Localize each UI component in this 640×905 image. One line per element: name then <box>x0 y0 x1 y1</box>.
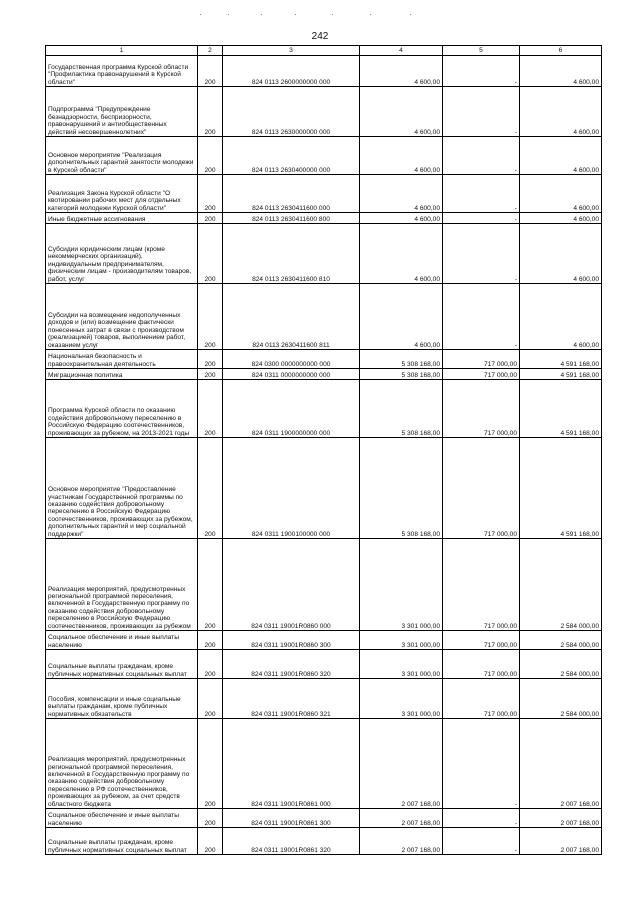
row-value-col6: 2 584 000,00 <box>520 539 602 631</box>
row-value-col4: 5 308 168,00 <box>360 350 443 369</box>
row-value-col5: 717 000,00 <box>443 631 520 650</box>
row-grbs: 200 <box>198 350 223 369</box>
table-row <box>46 631 602 650</box>
page-number: 242 <box>311 31 329 42</box>
row-value-col4: 4 600,00 <box>360 87 443 137</box>
row-name: Социальное обеспечение и иные выплаты населению <box>46 631 198 650</box>
row-value-col6: 4 591 168,00 <box>520 350 602 369</box>
row-code: 824 0113 2630411600 000 <box>223 175 360 213</box>
row-value-col4: 2 007 168,00 <box>360 828 443 855</box>
column-header-2: 2 <box>198 46 223 56</box>
row-value-col6: 2 584 000,00 <box>520 679 602 719</box>
row-value-col5: 717 000,00 <box>443 438 520 539</box>
table-row <box>46 350 602 369</box>
row-value-col4: 4 600,00 <box>360 56 443 87</box>
row-value-col6: 4 591 168,00 <box>520 369 602 380</box>
row-value-col5: - <box>443 137 520 175</box>
budget-table <box>45 45 602 855</box>
row-value-col6: 2 007 168,00 <box>520 719 602 809</box>
row-code: 824 0311 19001R0860 000 <box>223 539 360 631</box>
table-row <box>46 284 602 350</box>
row-value-col5: - <box>443 809 520 828</box>
row-name: Государственная программа Курской области "Профилактика правонарушений в Курской области" <box>46 56 198 87</box>
row-grbs: 200 <box>198 369 223 380</box>
row-value-col5: 717 000,00 <box>443 650 520 679</box>
row-value-col4: 2 007 168,00 <box>360 809 443 828</box>
row-value-col4: 4 600,00 <box>360 175 443 213</box>
table-row <box>46 56 602 87</box>
row-value-col4: 3 301 000,00 <box>360 539 443 631</box>
row-value-col5: - <box>443 719 520 809</box>
row-name: Реализация Закона Курской области "О квотировании рабочих мест для отдельных категорий молодежи Курской области" <box>46 175 198 213</box>
table-row <box>46 828 602 855</box>
row-code: 824 0311 19001R0861 300 <box>223 809 360 828</box>
row-name: Основное мероприятие "Реализация дополнительных гарантий занятости молодежи в Курской области" <box>46 137 198 175</box>
row-grbs: 200 <box>198 87 223 137</box>
row-code: 824 0113 2630411600 811 <box>223 284 360 350</box>
row-grbs: 200 <box>198 380 223 438</box>
row-value-col4: 3 301 000,00 <box>360 679 443 719</box>
row-grbs: 200 <box>198 224 223 284</box>
row-code: 824 0311 19001R0860 320 <box>223 650 360 679</box>
table-row <box>46 650 602 679</box>
row-grbs: 200 <box>198 631 223 650</box>
row-value-col5: - <box>443 224 520 284</box>
row-code: 824 0311 19001R0860 321 <box>223 679 360 719</box>
row-code: 824 0300 0000000000 000 <box>223 350 360 369</box>
row-code: 824 0311 1900000000 000 <box>223 380 360 438</box>
table-row <box>46 213 602 224</box>
row-code: 824 0311 0000000000 000 <box>223 369 360 380</box>
table-row <box>46 719 602 809</box>
row-name: Подпрограмма "Предупреждение безнадзорности, беспризорности, правонарушений и антиобщественных действий несовершеннолетних" <box>46 87 198 137</box>
row-value-col6: 4 600,00 <box>520 137 602 175</box>
row-grbs: 200 <box>198 175 223 213</box>
row-value-col5: - <box>443 175 520 213</box>
row-grbs: 200 <box>198 56 223 87</box>
row-name: Социальные выплаты гражданам, кроме публичных нормативных социальных выплат <box>46 828 198 855</box>
scan-specks <box>200 14 440 18</box>
row-value-col4: 4 600,00 <box>360 213 443 224</box>
row-name: Иные бюджетные ассигнования <box>46 213 198 224</box>
table-row <box>46 539 602 631</box>
column-header-1: 1 <box>46 46 198 56</box>
row-value-col5: - <box>443 56 520 87</box>
row-value-col5: - <box>443 284 520 350</box>
table-row <box>46 369 602 380</box>
table-row <box>46 175 602 213</box>
row-value-col5: 717 000,00 <box>443 350 520 369</box>
row-code: 824 0113 2630411600 810 <box>223 224 360 284</box>
row-code: 824 0311 19001R0861 000 <box>223 719 360 809</box>
row-value-col6: 4 600,00 <box>520 56 602 87</box>
row-value-col5: 717 000,00 <box>443 380 520 438</box>
row-grbs: 200 <box>198 284 223 350</box>
row-name: Пособия, компенсации и иные социальные выплаты гражданам, кроме публичных нормативных обязательств <box>46 679 198 719</box>
row-value-col5: - <box>443 828 520 855</box>
row-value-col4: 4 600,00 <box>360 137 443 175</box>
row-grbs: 200 <box>198 438 223 539</box>
row-name: Социальные выплаты гражданам, кроме публичных нормативных социальных выплат <box>46 650 198 679</box>
row-code: 824 0113 2630400000 000 <box>223 137 360 175</box>
row-value-col5: 717 000,00 <box>443 679 520 719</box>
column-header-3: 3 <box>223 46 360 56</box>
row-value-col5: - <box>443 87 520 137</box>
row-value-col4: 3 301 000,00 <box>360 631 443 650</box>
row-value-col6: 4 600,00 <box>520 224 602 284</box>
row-grbs: 200 <box>198 213 223 224</box>
row-grbs: 200 <box>198 137 223 175</box>
row-value-col6: 2 584 000,00 <box>520 650 602 679</box>
row-value-col5: - <box>443 213 520 224</box>
row-value-col6: 4 591 168,00 <box>520 438 602 539</box>
row-value-col4: 2 007 168,00 <box>360 719 443 809</box>
row-value-col6: 4 600,00 <box>520 213 602 224</box>
table-row <box>46 87 602 137</box>
row-value-col4: 3 301 000,00 <box>360 650 443 679</box>
table-row <box>46 438 602 539</box>
row-name: Программа Курской области по оказанию содействия добровольному переселению в Российскую Федерацию соотечественников, проживающих за рубежом, на 2013-2021 годы <box>46 380 198 438</box>
row-value-col4: 5 308 168,00 <box>360 369 443 380</box>
column-header-4: 4 <box>360 46 443 56</box>
row-grbs: 200 <box>198 650 223 679</box>
row-name: Субсидии юридическим лицам (кроме некоммерческих организаций), индивидуальным предпринимателям, физическим лицам - производителям товаров, работ, услуг <box>46 224 198 284</box>
row-name: Национальная безопасность и правоохранительная деятельность <box>46 350 198 369</box>
table-row <box>46 137 602 175</box>
row-code: 824 0311 19001R0860 300 <box>223 631 360 650</box>
row-value-col4: 5 308 168,00 <box>360 438 443 539</box>
row-value-col4: 4 600,00 <box>360 284 443 350</box>
row-value-col4: 5 308 168,00 <box>360 380 443 438</box>
column-header-5: 5 <box>443 46 520 56</box>
table-row <box>46 224 602 284</box>
row-value-col6: 2 007 168,00 <box>520 809 602 828</box>
row-name: Миграционная политика <box>46 369 198 380</box>
row-value-col6: 4 600,00 <box>520 175 602 213</box>
row-code: 824 0113 2630411600 800 <box>223 213 360 224</box>
row-value-col6: 4 600,00 <box>520 284 602 350</box>
row-code: 824 0311 1900100000 000 <box>223 438 360 539</box>
table-header-row <box>46 46 602 56</box>
row-value-col6: 4 600,00 <box>520 87 602 137</box>
table-row <box>46 809 602 828</box>
row-value-col6: 2 584 000,00 <box>520 631 602 650</box>
row-grbs: 200 <box>198 719 223 809</box>
row-grbs: 200 <box>198 809 223 828</box>
row-code: 824 0113 2630000000 000 <box>223 87 360 137</box>
row-name: Реализация мероприятий, предусмотренных региональной программой переселения, включенной в Государственную программу по оказанию содействия добровольному переселению в РФ соотечественников, проживающих за рубежом, за счет средств областного бюджета <box>46 719 198 809</box>
row-code: 824 0311 19001R0861 320 <box>223 828 360 855</box>
row-value-col5: 717 000,00 <box>443 369 520 380</box>
row-value-col6: 2 007 168,00 <box>520 828 602 855</box>
row-grbs: 200 <box>198 539 223 631</box>
row-name: Социальное обеспечение и иные выплаты населению <box>46 809 198 828</box>
table-row <box>46 679 602 719</box>
row-grbs: 200 <box>198 679 223 719</box>
row-value-col4: 4 600,00 <box>360 224 443 284</box>
row-grbs: 200 <box>198 828 223 855</box>
row-name: Основное мероприятие "Предоставление участникам Государственной программы по оказанию содействия добровольному переселению в Российскую Федерацию соотечественников, проживающих за рубежом, дополнительных гарантий и мер социальной поддержки" <box>46 438 198 539</box>
row-name: Реализация мероприятий, предусмотренных региональной программой переселения, включенной в Государственную программу по оказанию содействия добровольному переселению в Российскую Федерацию соотечественников, проживающих за рубежом <box>46 539 198 631</box>
row-name: Субсидии на возмещение недополученных доходов и (или) возмещение фактически понесенных затрат в связи с производством (реализацией) товаров, выполнением работ, оказанием услуг <box>46 284 198 350</box>
table-row <box>46 380 602 438</box>
column-header-6: 6 <box>520 46 602 56</box>
row-code: 824 0113 2600000000 000 <box>223 56 360 87</box>
row-value-col6: 4 591 168,00 <box>520 380 602 438</box>
row-value-col5: 717 000,00 <box>443 539 520 631</box>
